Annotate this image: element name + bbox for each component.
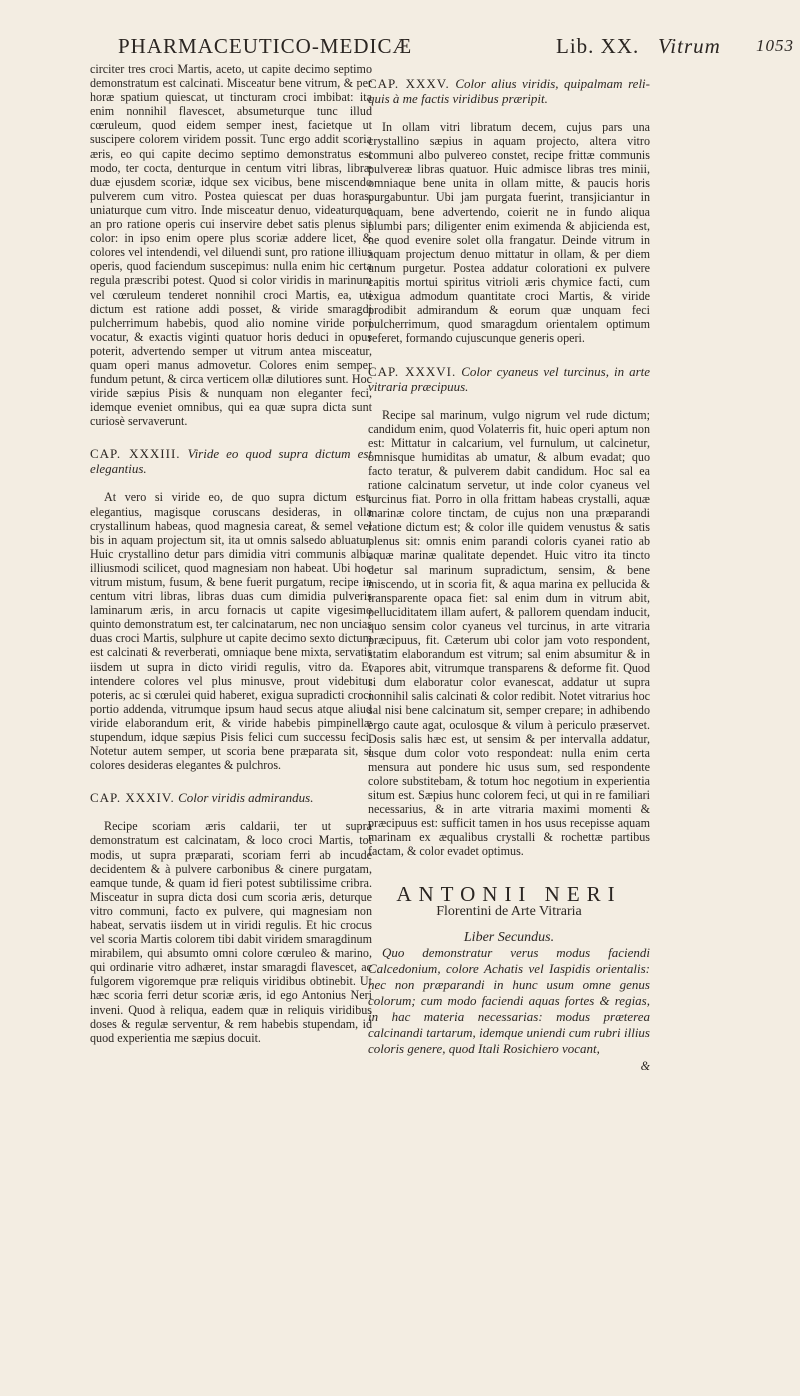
chapter-heading	[90, 446, 372, 476]
chapter-heading	[368, 364, 650, 394]
work-title: Florentini de Arte Vitraria	[436, 903, 582, 919]
chapter-heading	[90, 790, 372, 805]
book-label: Liber Secundus.	[463, 929, 555, 945]
book-section-heading	[368, 881, 650, 945]
chapter-number: CAP. XXXVI.	[368, 363, 457, 379]
chapter-title: Color alius viridis, quipalmam reli-quis à me factis viridibus præripit.	[368, 76, 651, 106]
right-column	[368, 76, 650, 1073]
paragraph: circiter tres croci Martis, aceto, ut capite decimo septimo demonstratum est calcinati. Misceatur bene vitrum, & per horæ spatium quiescat, ut tincturam croci imbibat: ita enim nonnihil flavescet, absumeturque tunc illud cœruleum, quod eidem semper inest, facietque ut suscipere colorem viridem possit. Tunc ergo addit scoria æris, eo qui capite decimo septimo demonstratus est modo, ter cocta, denturque in centum vitri libras, libræ duæ ejusdem scoriæ, idque sex vicibus, bene miscendo pulverem cum vitro. Postea quiescat per duas horas, uniaturque cum vitro. Inde misceatur denuo, videaturque an pro ratione operis cui inservire debet satis plenus sit color: in ipso enim opere plus scoriæ addere licet, & colores vel intendendi, vel diluendi sunt, pro ratione illius operis, quod faciendum suscepimus: nulla enim hic certa regula præscribi potest. Quod si color viridis in marinum vel cœruleum tenderet nonnihil croci Martis, ea, uti dictum est ratione addi posset, & viride smaragdi pulcherrimum habebis, quod alio nomine viride pori vocatur, & exactis viginti quatuor horis deduci in opus poterit, advertendo semper ut vitrum antea misceatur, quam operi manus admovetur. Colores enim semper fundum petunt, & circa verticem ollæ dilutiores sunt. Hoc viride sæpius Pisis & nunquam non eleganter feci, idemque eveniet omnibus, qui ea quæ supra dicta sunt curiosè servaverunt.	[90, 62, 372, 429]
chapter-title: Color viridis admirandus.	[178, 790, 314, 806]
header-title: PHARMACEUTICO-MEDICÆ	[118, 34, 413, 58]
paragraph: At vero si viride eo, de quo supra dictum est, elegantius, magisque coruscans desideras, in olla crystallinum habeas, quod magnesia careat, & semel vel bis in aquam projectum sit, ita ut omnis salsedo abluatur. Huic crystallino detur pars dimidia vitri communis albi, illiusmodi scilicet, quod magnesiam non habeat. Ubi hoc vitrum mistum, fusum, & bene fuerit purgatum, recipe in centum vitri libras, libras duas cum dimidia pulveris laminarum æris, in arcu fornacis ut capite vigesimo quinto demonstratum est, ter calcinatarum, nec non uncias duas croci Martis, sulphure ut capite decimo sexto dictum est calcinati & reverberati, omniaque bene mixta, servatis iisdem ut supra in dicto viridi regulis, vitro da. Et intendere colores vel plus minusve, prout videbitur poteris, ac si cœrulei quid haberet, exigua supradicti croci portio addenda, vitrumque ipsum haud secus atque aliud viride elaborandum erit, & viride habebis pimpinellæ stupendum, idque sæpius Pisis felici cum successu feci. Notetur autem semper, ut scoria bene præparata sit, si colores desideras elegantes & pulchros.	[90, 490, 372, 773]
left-column	[90, 62, 372, 1045]
paragraph: Recipe sal marinum, vulgo nigrum vel rude dictum; candidum enim, quod Volaterris fit, huic operi aptum non est: Mittatur in calcarium, vel furnulum, ut calcinetur, omnisque humiditas ab umatur, & album evadat; quo facto teratur, & pulverem dabit candidum. Hoc sal ea ratione calcinatum servetur, ut inde color cyaneus vel turcinus fiat. Porro in olla frittam habeas crystalli, aquæ marinæ colore tinctam, de cujus non una præparandi ratione dictum est; & color ille quidem venustus & satis plenus sit: omnis enim parandi coloris cyanei ratio ab aquæ marinæ qualitate dependet. Huic vitro ita tincto detur sal marinum supradictum, sensim, & bene miscendo, ut in scoria fit, & aqua marina ex pellucida & transparente opaca fiet: sal enim dum in vitrum abit, pelluciditatem illam aufert, & pallorem quendam inducit, quo sensim color cyaneus vel turcinus, in arte vitraria præcipuus, fit. Cæterum ubi color jam voto respondent, statim elaborandum est vitrum; sal enim absumitur & in vapores abit, vitrumque transparens & deforme fit. Quod si dum elaboratur color evanescat, addatur ut supra nonnihil salis calcinati & color redibit. Notet vitrarius hoc sal nisi bene calcinatum sit, semper crepare; in adhibendo ergo caute agat, oculosque & vilum à periculo præservet. Dosis salis hæc est, ut sensim & per intervalla addatur, usque dum color voto respondeat: nulla enim certa mensura aut pondere hic usus sum, sed respondente colore substitebam, & totum hoc negotium in experientia situm est. Sæpius hunc colorem feci, ut qui in re familiari necessarius, & in arte vitraria maximi momenti & præcipuus est: sufficit tamen in hos usus recepisse aquam marinam ex æqualibus crystalli & rochettæ partibus factam, & color evadet optimus.	[368, 407, 650, 859]
chapter-number: CAP. XXXV.	[368, 76, 450, 91]
running-header	[118, 34, 798, 64]
author-name: ANTONII NERI	[396, 881, 622, 906]
catchword: &	[640, 1058, 650, 1073]
header-running-title: Vitrum	[658, 34, 721, 58]
chapter-number: CAP. XXXIV.	[90, 790, 175, 806]
chapter-title: Color cyaneus vel turcinus, in arte vitraria præcipuus.	[368, 363, 651, 394]
chapter-number: CAP. XXXIII.	[90, 446, 181, 462]
page-number: 1053	[756, 36, 794, 55]
header-book: Lib. XX.	[556, 34, 640, 58]
paragraph: In ollam vitri libratum decem, cujus pars una crystallino sæpius in aquam projecto, altera vitro communi albo pulvereo constet, recipe frittæ communis pulvereæ libras quatuor. Huic admisce libras tres minii, omniaque bene unita in ollam mitte, & paucis horis purgabuntur. Ubi jam purgata fuerint, transjiciantur in aquam, bene advertendo, coierit ne in fundo aliqua plumbi pars; diligenter enim eximenda & abjicienda est, ne quod evenire solet olla frangatur. Deinde vitrum in aquam projectum denuo mittatur in ollam, & per diem unum purgetur. Postea addatur colorationi ex pulvere capitis mortui spiritus vitrioli æris chymice facti, cum exigua admodum quantitate croci Martis, & viride prodibit admirandum & eorum quæ unquam feci pulcherrimum, quod smaragdum orientalem optimum referet, formando cujuscunque generis operi.	[368, 120, 650, 346]
paragraph: Recipe scoriam æris caldarii, ter ut supra demonstratum est calcinatam, & loco croci Martis, tot modis, ut supra præparati, scoriam ferri ab incude decidentem & à pulvere carbonibus & cinere purgatam, eamque tunde, & quam id fieri potest subtilissime cribra. Misceatur in supra dicta dosi cum scoria æris, deturque vitro communi, facto ex pulvere, qui magnesiam non habeat, servatis iisdem ut in viridi regulis. Et hic crocus vel scoria Martis colorem tibi dabit viridem smaragdinum mirabilem, qui absumto omni colore cœruleo & marino, qui ordinarie vitro adhæret, instar smaragdi flavescet, ac fulgorem vigoremque præ reliquis viridibus obtinebit. Ut hæc scoria ferri detur scoriæ æris, id ego Antonius Neri inveni. Quod à reliqua, eadem quæ in reliquis viridibus doses & regulæ serventur, & rem habebis stupendam, id quod experientia me sæpius docuit.	[90, 819, 372, 1045]
chapter-title: Viride eo quod supra dictum est elegantius.	[90, 446, 373, 477]
book-summary: Quo demonstratur verus modus faciendi Calcedonium, colore Achatis vel Iaspidis orientalis: nec non præparandi in hunc usum omne genus colorum; cum modo faciendi aquas fortes & regias, in hac materia necessarias: modus præterea calcinandi tartarum, idemque uniendi cum rubri illius coloris genere, quod Itali Rosichiero vocant,	[368, 944, 650, 1056]
chapter-heading	[368, 76, 650, 106]
